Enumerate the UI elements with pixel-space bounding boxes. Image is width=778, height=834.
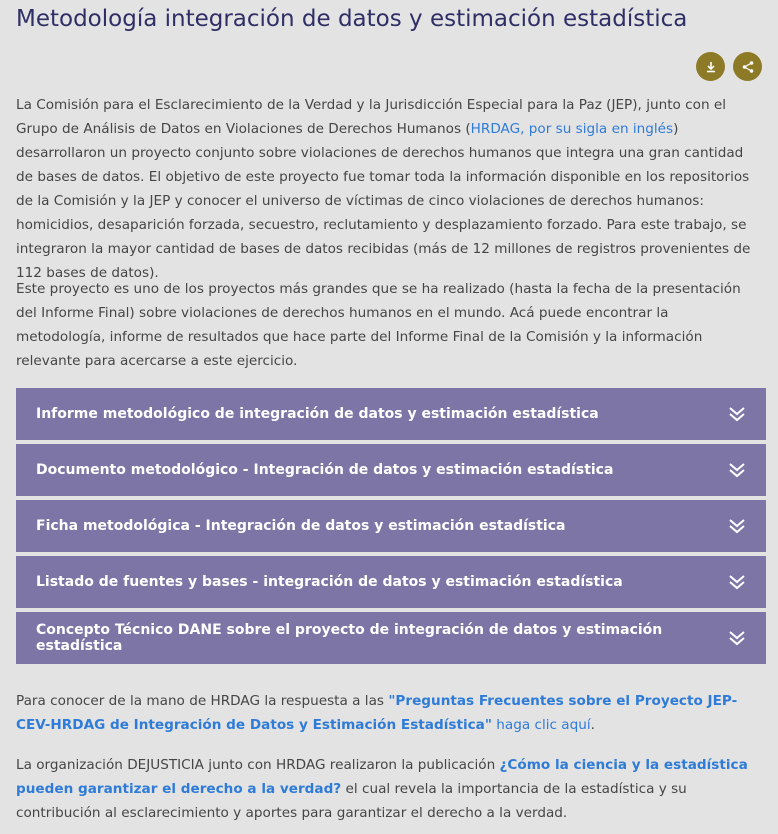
intro-text: La Comisión para el Esclarecimiento de la Verdad y la Jurisdicción Especial para la Paz (JEP), junto con el Grupo de Análisis de Datos en Violaciones de Derechos Humanos (	[16, 97, 727, 137]
intro-paragraph-2: Este proyecto es uno de los proyectos más grandes que se ha realizado (hasta la fecha de la presentación del Informe Final) sobre violaciones de derechos humanos en el mundo. Acá puede encontrar la metodología, informe de resultados que hace parte del Informe Final de la Comisión y la información relevante para acercarse a este ejercicio.	[16, 281, 741, 369]
dejusticia-text: La organización DEJUSTICIA junto con HRDAG realizaron la publicación	[16, 757, 500, 773]
download-button[interactable]	[696, 52, 725, 81]
faq-link[interactable]: "Preguntas Frecuentes sobre el Proyecto JEP-CEV-HRDAG de Integración de Datos y Estimación Estadística"	[16, 693, 738, 733]
accordion-item-concepto[interactable]	[16, 612, 766, 664]
accordion-item-label: Concepto Técnico DANE sobre el proyecto de integración de datos y estimación estadística	[36, 622, 663, 654]
accordion-item-label: Documento metodológico - Integración de datos y estimación estadística	[36, 462, 614, 478]
accordion-item-listado[interactable]	[16, 556, 766, 608]
faq-paragraph	[16, 689, 762, 737]
chevron-double-down-icon	[728, 405, 746, 423]
action-buttons	[696, 52, 762, 81]
dejusticia-publication-link[interactable]: ¿Cómo la ciencia y la estadística pueden garantizar el derecho a la verdad?	[16, 757, 748, 797]
download-icon	[705, 61, 717, 73]
dejusticia-text-end: el cual revela la importancia de la estadística y su contribución al esclarecimiento y aportes para garantizar el derecho a la verdad.	[16, 781, 687, 821]
accordion-item-informe[interactable]	[16, 388, 766, 440]
page-title: Metodología integración de datos y estimación estadística	[16, 6, 688, 32]
accordion-item-label: Listado de fuentes y bases - integración de datos y estimación estadística	[36, 574, 623, 590]
chevron-double-down-icon	[728, 573, 746, 591]
intro-text-cont: ) desarrollaron un proyecto conjunto sobre violaciones de derechos humanos que integra una gran cantidad de bases de datos. El objetivo de este proyecto fue tomar toda la información disponible en los repositorios de la Comisión y la JEP y conocer el universo de víctimas de cinco violaciones de derechos humanos: homicidios, desaparición forzada, secuestro, reclutamiento y desplazamiento forzado. Para este trabajo, se integraron la mayor cantidad de bases de datos recibidas (más de 12 millones de registros provenientes de 112 bases de datos).	[16, 121, 751, 281]
accordion-item-ficha[interactable]	[16, 500, 766, 552]
share-icon	[741, 60, 755, 74]
chevron-double-down-icon	[728, 517, 746, 535]
hrdag-link[interactable]: HRDAG, por su sigla en inglés	[470, 121, 674, 137]
dejusticia-paragraph	[16, 753, 762, 825]
chevron-double-down-icon	[728, 629, 746, 647]
accordion-item-label: Ficha metodológica - Integración de datos y estimación estadística	[36, 518, 566, 534]
faq-text-end: .	[590, 717, 595, 733]
chevron-double-down-icon	[728, 461, 746, 479]
share-button[interactable]	[733, 52, 762, 81]
accordion-item-label: Informe metodológico de integración de datos y estimación estadística	[36, 406, 599, 422]
faq-text: Para conocer de la mano de HRDAG la respuesta a las	[16, 693, 389, 709]
accordion-item-documento[interactable]	[16, 444, 766, 496]
click-here-link[interactable]: haga clic aquí	[496, 717, 591, 733]
documents-accordion	[16, 388, 766, 668]
intro-paragraph-1	[16, 93, 762, 285]
